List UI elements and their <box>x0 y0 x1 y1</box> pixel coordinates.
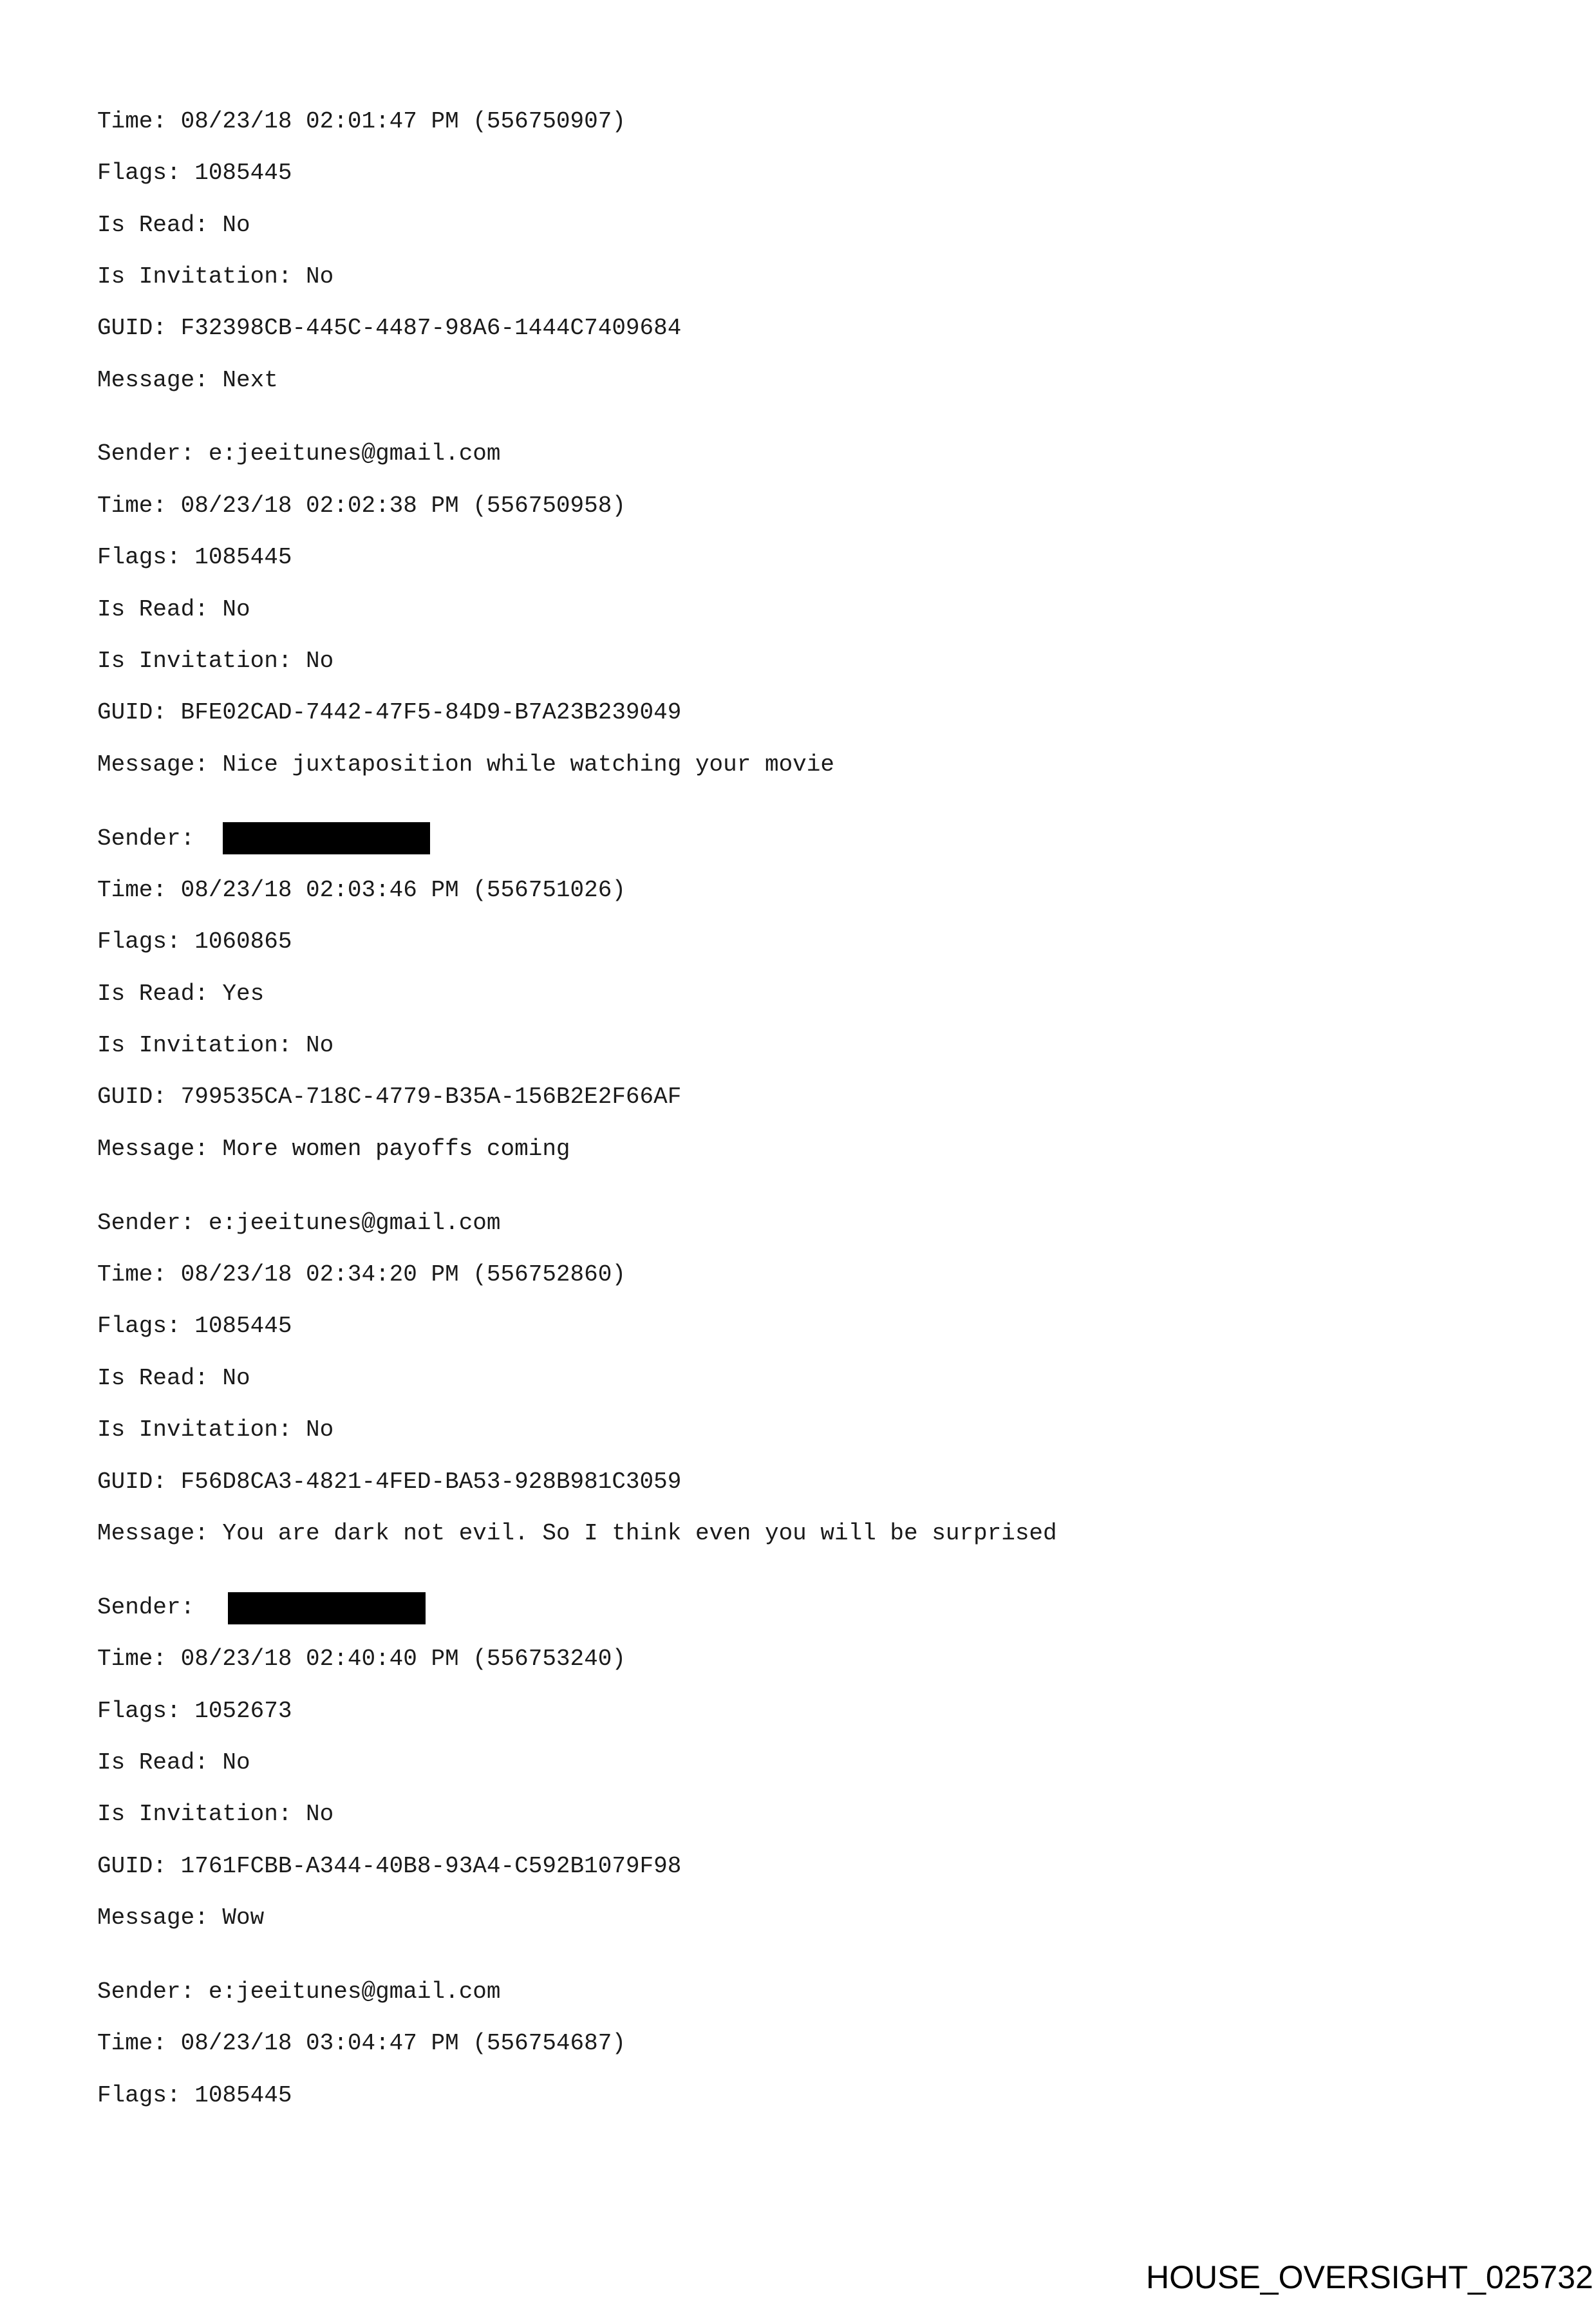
record-flags: Flags: 1085445 <box>97 2082 292 2109</box>
record-guid: GUID: F56D8CA3-4821-4FED-BA53-928B981C3059 <box>97 1469 682 1495</box>
record-is-invitation: Is Invitation: No <box>97 648 334 674</box>
record-is-read: Is Read: Yes <box>97 981 265 1007</box>
record-guid: GUID: 799535CA-718C-4779-B35A-156B2E2F66AF <box>97 1084 682 1110</box>
record-time: Time: 08/23/18 02:40:40 PM (556753240) <box>97 1646 626 1672</box>
record-is-invitation: Is Invitation: No <box>97 1416 334 1443</box>
record-is-read: Is Read: No <box>97 212 250 238</box>
record-guid: GUID: F32398CB-445C-4487-98A6-1444C7409684 <box>97 315 682 341</box>
record-sender: Sender: <box>97 825 195 852</box>
record-sender: Sender: <box>97 1594 195 1621</box>
record-message: Message: Nice juxtaposition while watching your movie <box>97 751 834 778</box>
record-sender: Sender: e:jeeitunes@gmail.com <box>97 1979 501 2005</box>
record-time: Time: 08/23/18 02:34:20 PM (556752860) <box>97 1261 626 1288</box>
record-is-invitation: Is Invitation: No <box>97 1801 334 1827</box>
record-sender: Sender: e:jeeitunes@gmail.com <box>97 1210 501 1236</box>
record-is-invitation: Is Invitation: No <box>97 263 334 290</box>
redaction-box <box>228 1592 426 1624</box>
record-is-read: Is Read: No <box>97 1365 250 1391</box>
record-flags: Flags: 1085445 <box>97 160 292 186</box>
record-message: Message: Wow <box>97 1904 265 1931</box>
record-flags: Flags: 1085445 <box>97 1313 292 1339</box>
record-time: Time: 08/23/18 02:02:38 PM (556750958) <box>97 493 626 519</box>
record-flags: Flags: 1060865 <box>97 928 292 955</box>
record-sender: Sender: e:jeeitunes@gmail.com <box>97 440 501 467</box>
record-flags: Flags: 1085445 <box>97 544 292 570</box>
record-time: Time: 08/23/18 02:01:47 PM (556750907) <box>97 108 626 135</box>
redaction-box <box>223 822 430 854</box>
record-guid: GUID: BFE02CAD-7442-47F5-84D9-B7A23B239049 <box>97 699 682 726</box>
record-message: Message: You are dark not evil. So I think even you will be surprised <box>97 1520 1057 1546</box>
record-time: Time: 08/23/18 02:03:46 PM (556751026) <box>97 877 626 903</box>
record-message: Message: Next <box>97 367 278 393</box>
record-guid: GUID: 1761FCBB-A344-40B8-93A4-C592B1079F98 <box>97 1853 682 1879</box>
bates-number: HOUSE_OVERSIGHT_025732 <box>1146 2259 1593 2295</box>
record-time: Time: 08/23/18 03:04:47 PM (556754687) <box>97 2030 626 2056</box>
record-is-invitation: Is Invitation: No <box>97 1032 334 1058</box>
record-is-read: Is Read: No <box>97 596 250 623</box>
record-is-read: Is Read: No <box>97 1749 250 1776</box>
record-message: Message: More women payoffs coming <box>97 1136 570 1162</box>
record-flags: Flags: 1052673 <box>97 1698 292 1724</box>
